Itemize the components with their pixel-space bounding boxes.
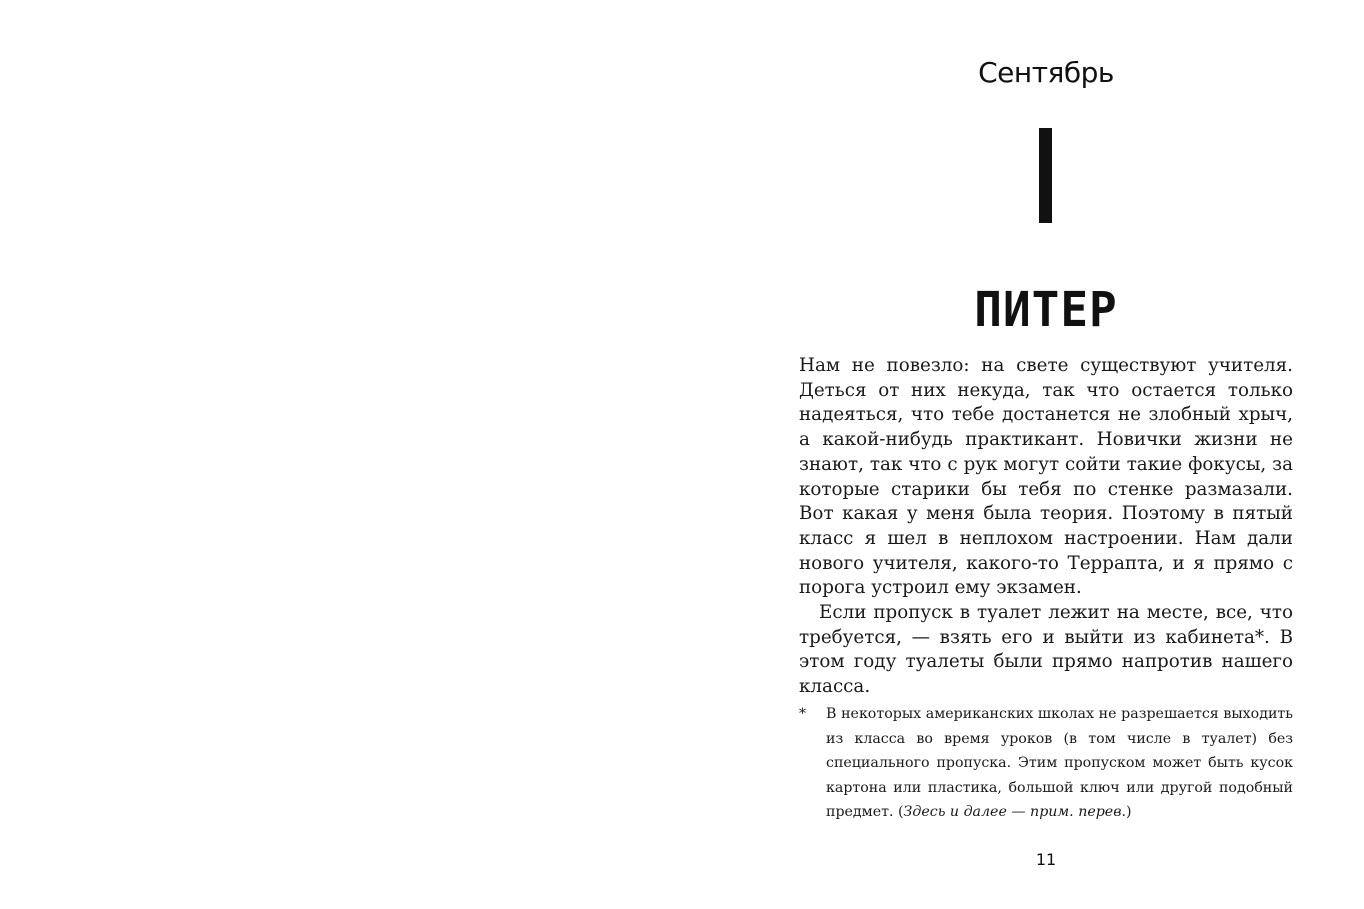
footnote-translator-note: Здесь и далее — прим. перев.: [903, 804, 1126, 821]
month-title: Сентябрь: [978, 56, 1114, 89]
chapter-number-glyph: [1039, 128, 1052, 223]
chapter-number: [799, 124, 1293, 226]
paragraph: Нам не повезло: на свете существуют учителя. Деться от них некуда, так что остается только надеяться, что тебе достанется не злобный хрыч, а какой-нибудь практикант. Новички жизни не знают, так что с рук могут сойти такие фокусы, за которые старики бы тебя по стенке размазали. Вот какая у меня была теория. Поэтому в пятый класс я шел в неплохом настроении. Нам дали нового учителя, какого-то Террапта, и я прямо с порога устроил ему экзамен.: [799, 355, 1293, 599]
page-number: 11: [1035, 850, 1057, 869]
chapter-number-text: [799, 124, 800, 125]
footnote-mark: *: [799, 706, 807, 722]
paragraph: Если пропуск в туалет лежит на месте, все, что требуется, — взять его и выйти из кабинета*. В этом году туалеты были прямо напротив нашего класса.: [799, 602, 1293, 698]
footnote-closing: ): [1125, 804, 1132, 821]
narrator-name: ПИТЕР: [974, 280, 1118, 338]
footnote-text: [826, 702, 1293, 825]
footnote: [799, 702, 1293, 825]
footnote-body: В некоторых американских школах не разрешается выходить из класса во время уроков (в том числе в туалет) без специального пропуска. Этим пропуском может быть кусок картона или пластика, большой ключ или другой подобный предмет. (: [826, 706, 1293, 821]
body-text: [799, 354, 1293, 700]
